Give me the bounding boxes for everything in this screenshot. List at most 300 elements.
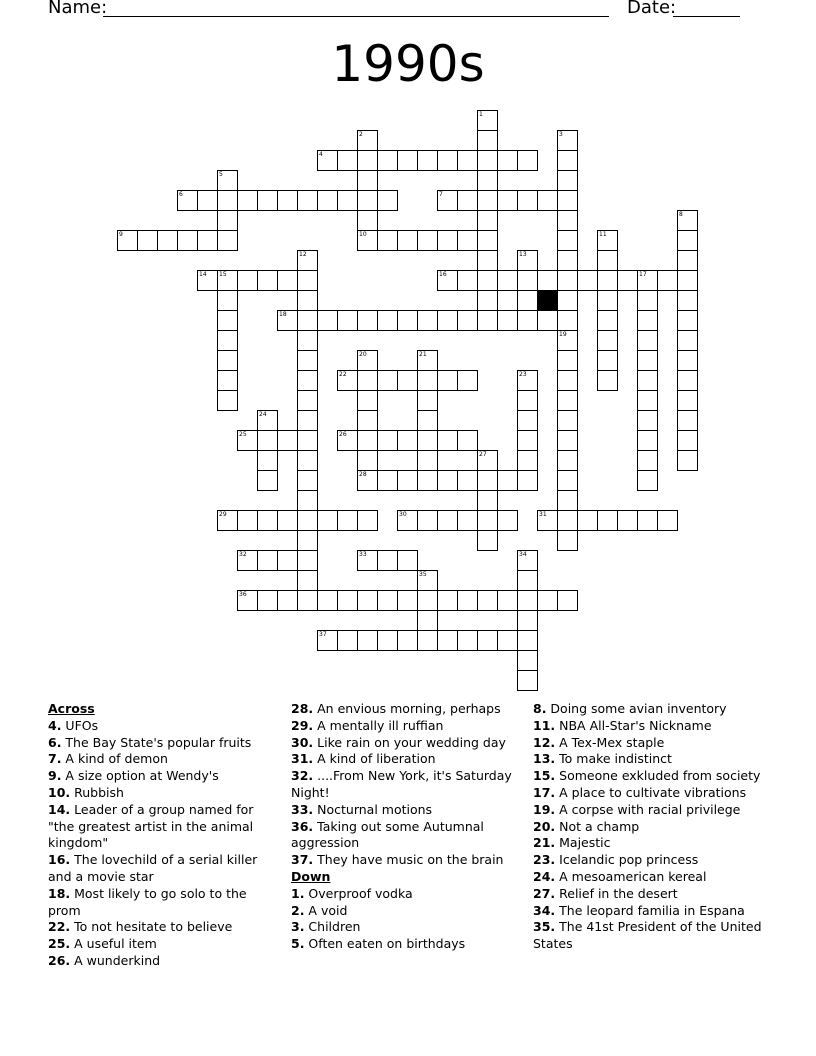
grid-cell[interactable] <box>337 370 358 391</box>
grid-cell[interactable] <box>317 510 338 531</box>
grid-cell[interactable] <box>337 430 358 451</box>
grid-cell[interactable] <box>537 310 558 331</box>
grid-cell[interactable] <box>457 590 478 611</box>
grid-cell[interactable] <box>357 150 378 171</box>
grid-cell[interactable] <box>517 670 538 691</box>
grid-cell[interactable] <box>417 570 438 591</box>
grid-cell[interactable] <box>417 590 438 611</box>
grid-cell[interactable] <box>537 590 558 611</box>
clue-number-label: 16. <box>48 852 71 868</box>
grid-cell[interactable] <box>217 270 238 291</box>
grid-cell[interactable] <box>597 270 618 291</box>
clue-number: 23 <box>519 371 527 378</box>
grid-cell[interactable] <box>297 390 318 411</box>
grid-cell[interactable] <box>377 370 398 391</box>
black-cell <box>537 290 558 311</box>
grid-cell[interactable] <box>597 290 618 311</box>
grid-cell[interactable] <box>557 450 578 471</box>
grid-cell[interactable] <box>677 410 698 431</box>
grid-cell[interactable] <box>457 370 478 391</box>
grid-cell[interactable] <box>297 490 318 511</box>
clue-number-label: 9. <box>48 768 62 784</box>
grid-cell[interactable] <box>337 190 358 211</box>
grid-cell[interactable] <box>477 490 498 511</box>
grid-cell[interactable] <box>457 230 478 251</box>
grid-cell[interactable] <box>517 550 538 571</box>
grid-cell[interactable] <box>357 590 378 611</box>
grid-cell[interactable] <box>557 170 578 191</box>
grid-cell[interactable] <box>217 190 238 211</box>
grid-cell[interactable] <box>177 230 198 251</box>
grid-cell[interactable] <box>357 550 378 571</box>
grid-cell[interactable] <box>477 250 498 271</box>
grid-cell[interactable] <box>477 130 498 151</box>
grid-cell[interactable] <box>477 270 498 291</box>
grid-cell[interactable] <box>637 470 658 491</box>
grid-cell[interactable] <box>517 390 538 411</box>
grid-cell[interactable] <box>237 590 258 611</box>
grid-cell[interactable] <box>557 230 578 251</box>
grid-cell[interactable] <box>177 190 198 211</box>
grid-cell[interactable] <box>477 230 498 251</box>
grid-cell[interactable] <box>677 450 698 471</box>
grid-cell[interactable] <box>277 510 298 531</box>
grid-cell[interactable] <box>397 630 418 651</box>
grid-cell[interactable] <box>637 410 658 431</box>
grid-cell[interactable] <box>557 210 578 231</box>
grid-cell[interactable] <box>457 430 478 451</box>
grid-cell[interactable] <box>357 190 378 211</box>
grid-cell[interactable] <box>677 290 698 311</box>
grid-cell[interactable] <box>417 370 438 391</box>
grid-cell[interactable] <box>597 250 618 271</box>
grid-cell[interactable] <box>557 590 578 611</box>
grid-cell[interactable] <box>657 510 678 531</box>
grid-cell[interactable] <box>417 230 438 251</box>
grid-cell[interactable] <box>417 450 438 471</box>
grid-cell[interactable] <box>297 290 318 311</box>
grid-cell[interactable] <box>457 190 478 211</box>
grid-cell[interactable] <box>257 470 278 491</box>
grid-cell[interactable] <box>637 370 658 391</box>
grid-cell[interactable] <box>377 590 398 611</box>
grid-cell[interactable] <box>557 370 578 391</box>
grid-cell[interactable] <box>417 350 438 371</box>
grid-cell[interactable] <box>277 270 298 291</box>
grid-cell[interactable] <box>597 310 618 331</box>
grid-cell[interactable] <box>517 450 538 471</box>
grid-cell[interactable] <box>637 350 658 371</box>
grid-cell[interactable] <box>237 510 258 531</box>
grid-cell[interactable] <box>517 470 538 491</box>
grid-cell[interactable] <box>217 510 238 531</box>
grid-cell[interactable] <box>557 270 578 291</box>
clue-number: 5 <box>219 171 223 178</box>
grid-cell[interactable] <box>417 310 438 331</box>
grid-cell[interactable] <box>457 150 478 171</box>
grid-cell[interactable] <box>357 130 378 151</box>
grid-cell[interactable] <box>257 430 278 451</box>
grid-cell[interactable] <box>477 530 498 551</box>
grid-cell[interactable] <box>677 350 698 371</box>
grid-cell[interactable] <box>417 410 438 431</box>
grid-cell[interactable] <box>317 630 338 651</box>
grid-cell[interactable] <box>557 410 578 431</box>
grid-cell[interactable] <box>337 590 358 611</box>
grid-cell[interactable] <box>377 550 398 571</box>
grid-cell[interactable] <box>557 510 578 531</box>
grid-cell[interactable] <box>357 370 378 391</box>
grid-cell[interactable] <box>477 450 498 471</box>
grid-cell[interactable] <box>337 510 358 531</box>
grid-cell[interactable] <box>277 430 298 451</box>
grid-cell[interactable] <box>357 210 378 231</box>
grid-cell[interactable] <box>437 630 458 651</box>
grid-cell[interactable] <box>297 450 318 471</box>
grid-cell[interactable] <box>637 430 658 451</box>
clue-item <box>533 785 773 802</box>
grid-cell[interactable] <box>637 270 658 291</box>
clue-item <box>291 768 521 802</box>
grid-cell[interactable] <box>597 350 618 371</box>
grid-cell[interactable] <box>577 510 598 531</box>
grid-cell[interactable] <box>237 550 258 571</box>
grid-cell[interactable] <box>517 610 538 631</box>
grid-cell[interactable] <box>677 370 698 391</box>
clues-column-1 <box>48 701 273 970</box>
grid-cell[interactable] <box>217 310 238 331</box>
grid-cell[interactable] <box>357 170 378 191</box>
grid-cell[interactable] <box>497 470 518 491</box>
grid-cell[interactable] <box>357 410 378 431</box>
grid-cell[interactable] <box>517 430 538 451</box>
grid-cell[interactable] <box>557 190 578 211</box>
grid-cell[interactable] <box>417 610 438 631</box>
grid-cell[interactable] <box>237 190 258 211</box>
grid-cell[interactable] <box>397 510 418 531</box>
grid-cell[interactable] <box>637 290 658 311</box>
grid-cell[interactable] <box>317 310 338 331</box>
grid-cell[interactable] <box>377 230 398 251</box>
grid-cell[interactable] <box>477 630 498 651</box>
grid-cell[interactable] <box>337 310 358 331</box>
grid-cell[interactable] <box>357 510 378 531</box>
grid-cell[interactable] <box>397 430 418 451</box>
grid-cell[interactable] <box>597 510 618 531</box>
grid-cell[interactable] <box>517 270 538 291</box>
grid-cell[interactable] <box>377 190 398 211</box>
clue-text: A kind of liberation <box>313 751 436 767</box>
grid-cell[interactable] <box>557 390 578 411</box>
grid-cell[interactable] <box>497 310 518 331</box>
grid-cell[interactable] <box>397 150 418 171</box>
grid-cell[interactable] <box>437 270 458 291</box>
grid-cell[interactable] <box>217 210 238 231</box>
clue-number-label: 4. <box>48 717 62 733</box>
clue-text: Children <box>304 919 361 935</box>
grid-cell[interactable] <box>257 590 278 611</box>
clue-number: 8 <box>679 211 683 218</box>
grid-cell[interactable] <box>517 290 538 311</box>
grid-cell[interactable] <box>317 150 338 171</box>
grid-cell[interactable] <box>457 630 478 651</box>
grid-cell[interactable] <box>257 550 278 571</box>
clue-number-label: 30. <box>291 734 314 750</box>
grid-cell[interactable] <box>477 310 498 331</box>
puzzle-title: 1990s <box>331 35 485 93</box>
clue-number-label: 26. <box>48 952 71 968</box>
grid-cell[interactable] <box>557 490 578 511</box>
grid-cell[interactable] <box>297 350 318 371</box>
grid-cell[interactable] <box>377 310 398 331</box>
grid-cell[interactable] <box>197 190 218 211</box>
grid-cell[interactable] <box>477 590 498 611</box>
grid-cell[interactable] <box>677 390 698 411</box>
grid-cell[interactable] <box>517 570 538 591</box>
grid-cell[interactable] <box>257 450 278 471</box>
grid-cell[interactable] <box>297 330 318 351</box>
clue-item <box>533 735 773 752</box>
grid-cell[interactable] <box>297 550 318 571</box>
grid-cell[interactable] <box>637 510 658 531</box>
grid-cell[interactable] <box>297 270 318 291</box>
grid-cell[interactable] <box>157 230 178 251</box>
grid-cell[interactable] <box>197 270 218 291</box>
grid-cell[interactable] <box>437 370 458 391</box>
grid-cell[interactable] <box>477 210 498 231</box>
grid-cell[interactable] <box>497 270 518 291</box>
grid-cell[interactable] <box>617 270 638 291</box>
grid-cell[interactable] <box>297 590 318 611</box>
grid-cell[interactable] <box>297 570 318 591</box>
grid-cell[interactable] <box>497 630 518 651</box>
grid-cell[interactable] <box>377 150 398 171</box>
grid-cell[interactable] <box>557 470 578 491</box>
grid-cell[interactable] <box>557 310 578 331</box>
grid-cell[interactable] <box>397 370 418 391</box>
grid-cell[interactable] <box>317 190 338 211</box>
grid-cell[interactable] <box>477 110 498 131</box>
grid-cell[interactable] <box>437 230 458 251</box>
grid-cell[interactable] <box>437 310 458 331</box>
clue-number: 30 <box>399 511 407 518</box>
grid-cell[interactable] <box>677 270 698 291</box>
grid-cell[interactable] <box>457 270 478 291</box>
grid-cell[interactable] <box>637 310 658 331</box>
grid-cell[interactable] <box>297 370 318 391</box>
grid-cell[interactable] <box>217 330 238 351</box>
grid-cell[interactable] <box>517 370 538 391</box>
grid-cell[interactable] <box>457 470 478 491</box>
grid-cell[interactable] <box>517 590 538 611</box>
clue-number-label: 29. <box>291 717 314 733</box>
grid-cell[interactable] <box>217 350 238 371</box>
grid-cell[interactable] <box>297 530 318 551</box>
grid-cell[interactable] <box>417 150 438 171</box>
grid-cell[interactable] <box>557 130 578 151</box>
grid-cell[interactable] <box>557 530 578 551</box>
clue-text: To not hesitate to believe <box>70 919 233 935</box>
grid-cell[interactable] <box>357 450 378 471</box>
grid-cell[interactable] <box>217 390 238 411</box>
clue-text: The leopard familia in Espana <box>555 902 745 918</box>
grid-cell[interactable] <box>357 470 378 491</box>
grid-cell[interactable] <box>217 370 238 391</box>
grid-cell[interactable] <box>517 630 538 651</box>
grid-cell[interactable] <box>297 470 318 491</box>
grid-cell[interactable] <box>437 430 458 451</box>
grid-cell[interactable] <box>397 230 418 251</box>
grid-cell[interactable] <box>637 450 658 471</box>
grid-cell[interactable] <box>277 310 298 331</box>
grid-cell[interactable] <box>677 210 698 231</box>
clue-item <box>48 785 273 802</box>
grid-cell[interactable] <box>217 170 238 191</box>
grid-cell[interactable] <box>397 310 418 331</box>
grid-cell[interactable] <box>477 150 498 171</box>
grid-cell[interactable] <box>557 350 578 371</box>
grid-cell[interactable] <box>597 330 618 351</box>
grid-cell[interactable] <box>437 150 458 171</box>
clue-number: 37 <box>319 631 327 638</box>
grid-cell[interactable] <box>417 470 438 491</box>
clue-text: A void <box>304 902 348 918</box>
grid-cell[interactable] <box>597 230 618 251</box>
grid-cell[interactable] <box>417 390 438 411</box>
grid-cell[interactable] <box>677 230 698 251</box>
grid-cell[interactable] <box>277 550 298 571</box>
grid-cell[interactable] <box>477 470 498 491</box>
grid-cell[interactable] <box>557 430 578 451</box>
clue-text: The lovechild of a serial killer and a movie star <box>48 852 258 884</box>
grid-cell[interactable] <box>457 510 478 531</box>
clue-text: ....From New York, it's Saturday Night! <box>291 768 512 800</box>
grid-cell[interactable] <box>397 590 418 611</box>
grid-cell[interactable] <box>257 510 278 531</box>
name-label: Name: <box>48 0 108 18</box>
grid-cell[interactable] <box>197 230 218 251</box>
grid-cell[interactable] <box>297 250 318 271</box>
grid-cell[interactable] <box>477 190 498 211</box>
grid-cell[interactable] <box>457 310 478 331</box>
grid-cell[interactable] <box>477 290 498 311</box>
grid-cell[interactable] <box>257 270 278 291</box>
grid-cell[interactable] <box>237 430 258 451</box>
clue-number: 24 <box>259 411 267 418</box>
grid-cell[interactable] <box>637 390 658 411</box>
grid-cell[interactable] <box>437 510 458 531</box>
grid-cell[interactable] <box>497 190 518 211</box>
grid-cell[interactable] <box>257 190 278 211</box>
grid-cell[interactable] <box>677 330 698 351</box>
clue-item <box>48 936 273 953</box>
date-label: Date: <box>627 0 677 18</box>
grid-cell[interactable] <box>297 190 318 211</box>
grid-cell[interactable] <box>237 270 258 291</box>
grid-cell[interactable] <box>257 410 278 431</box>
grid-cell[interactable] <box>377 470 398 491</box>
clue-number-label: 2. <box>291 902 305 918</box>
grid-cell[interactable] <box>377 430 398 451</box>
clue-item <box>291 852 521 869</box>
grid-cell[interactable] <box>477 510 498 531</box>
grid-cell[interactable] <box>297 410 318 431</box>
grid-cell[interactable] <box>357 350 378 371</box>
grid-cell[interactable] <box>337 150 358 171</box>
grid-cell[interactable] <box>357 230 378 251</box>
grid-cell[interactable] <box>317 590 338 611</box>
clue-number: 34 <box>519 551 527 558</box>
grid-cell[interactable] <box>557 150 578 171</box>
grid-cell[interactable] <box>557 250 578 271</box>
grid-cell[interactable] <box>217 230 238 251</box>
grid-cell[interactable] <box>517 150 538 171</box>
clue-number-label: 25. <box>48 936 71 952</box>
grid-cell[interactable] <box>217 290 238 311</box>
grid-cell[interactable] <box>517 250 538 271</box>
grid-cell[interactable] <box>517 310 538 331</box>
grid-cell[interactable] <box>117 230 138 251</box>
grid-cell[interactable] <box>537 190 558 211</box>
grid-cell[interactable] <box>577 270 598 291</box>
grid-cell[interactable] <box>297 430 318 451</box>
grid-cell[interactable] <box>597 370 618 391</box>
clue-item <box>48 852 273 886</box>
grid-cell[interactable] <box>677 250 698 271</box>
grid-cell[interactable] <box>337 630 358 651</box>
grid-cell[interactable] <box>277 190 298 211</box>
grid-cell[interactable] <box>397 470 418 491</box>
grid-cell[interactable] <box>517 190 538 211</box>
grid-cell[interactable] <box>417 630 438 651</box>
grid-cell[interactable] <box>437 190 458 211</box>
grid-cell[interactable] <box>137 230 158 251</box>
grid-cell[interactable] <box>277 590 298 611</box>
grid-cell[interactable] <box>497 510 518 531</box>
grid-cell[interactable] <box>437 590 458 611</box>
grid-cell[interactable] <box>677 430 698 451</box>
grid-cell[interactable] <box>357 310 378 331</box>
grid-cell[interactable] <box>497 590 518 611</box>
grid-cell[interactable] <box>377 630 398 651</box>
grid-cell[interactable] <box>357 430 378 451</box>
grid-cell[interactable] <box>417 430 438 451</box>
grid-cell[interactable] <box>437 470 458 491</box>
grid-cell[interactable] <box>297 310 318 331</box>
clue-number: 14 <box>199 271 207 278</box>
grid-cell[interactable] <box>657 270 678 291</box>
clue-number-label: 8. <box>533 701 547 716</box>
grid-cell[interactable] <box>517 650 538 671</box>
grid-cell[interactable] <box>477 170 498 191</box>
grid-cell[interactable] <box>297 510 318 531</box>
clue-number: 16 <box>439 271 447 278</box>
grid-cell[interactable] <box>357 390 378 411</box>
clue-item <box>291 718 521 735</box>
grid-cell[interactable] <box>497 150 518 171</box>
grid-cell[interactable] <box>677 310 698 331</box>
grid-cell[interactable] <box>557 330 578 351</box>
grid-cell[interactable] <box>397 550 418 571</box>
grid-cell[interactable] <box>537 270 558 291</box>
grid-cell[interactable] <box>637 330 658 351</box>
grid-cell[interactable] <box>557 290 578 311</box>
grid-cell[interactable] <box>357 630 378 651</box>
grid-cell[interactable] <box>517 410 538 431</box>
grid-cell[interactable] <box>417 510 438 531</box>
grid-cell[interactable] <box>537 510 558 531</box>
grid-cell[interactable] <box>617 510 638 531</box>
